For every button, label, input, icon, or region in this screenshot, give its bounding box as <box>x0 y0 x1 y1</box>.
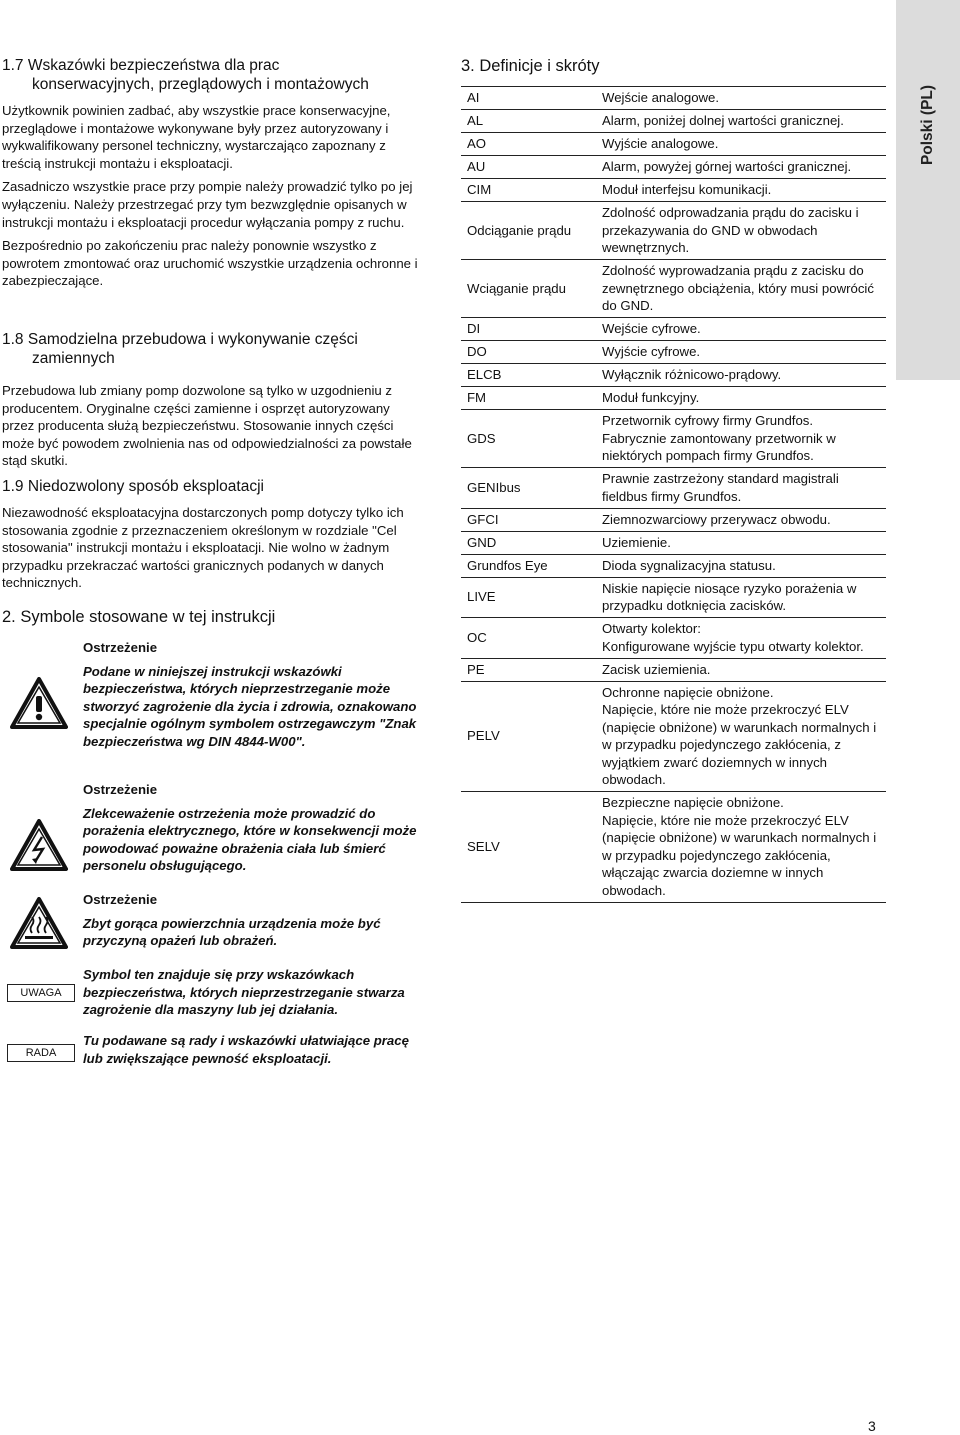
definition-row <box>461 577 886 618</box>
section-1-9-title: Niedozwolony sposób eksploatacji <box>27 478 264 495</box>
section-1-7-heading <box>2 56 420 94</box>
definition-term: AU <box>461 156 602 179</box>
definition-row <box>461 387 886 410</box>
definition-row <box>461 681 886 792</box>
section-1-7-paragraph-1: Użytkownik powinien zadbać, aby wszystkie prace konserwacyjne, przeglądowe i montażowe wykonywane były przez autoryzowany i wykwalifikowany personel techniczny, wystarczająco zapoznany z treścią instrukcji montażu i eksploatacji. <box>2 103 391 171</box>
section-1-8-paragraph-1: Przebudowa lub zmiany pomp dozwolone są tylko w uzgodnieniu z producentem. Oryginalne części zamienne i osprzęt autoryzowany przez producenta służą bezpieczeństwu. Stosowanie innych części może być powodem zwolnienia nas od odpowiedzialności za powstałe stąd skutki. <box>2 383 412 469</box>
definition-term: AO <box>461 133 602 156</box>
section-1-7-paragraph-2: Zasadniczo wszystkie prace przy pompie należy prowadzić tylko po jej wyłączeniu. Należy przestrzegać przy tym bezwzględnie opisanych w instrukcji montażu i eksploatacji procedur wyłączania pompy z ruchu. <box>2 179 413 230</box>
definition-description: Ziemnozwarciowy przerywacz obwodu. <box>602 508 886 531</box>
definition-row <box>461 260 886 318</box>
definition-row <box>461 133 886 156</box>
section-1-9-number: 1.9 <box>2 478 24 495</box>
definition-description: Dioda sygnalizacyjna statusu. <box>602 554 886 577</box>
definition-description: Prawnie zastrzeżony standard magistrali fieldbus firmy Grundfos. <box>602 468 886 509</box>
definition-term: AL <box>461 110 602 133</box>
definition-description: Wyjście analogowe. <box>602 133 886 156</box>
definition-description: Alarm, poniżej dolnej wartości granicznej. <box>602 110 886 133</box>
warning-electric-text: Zlekceważenie ostrzeżenia może prowadzić do porażenia elektrycznego, które w konsekwencji może powodować poważne obrażenia ciała lub śmierć personelu obsługującego. <box>83 805 417 874</box>
definition-description: Wejście analogowe. <box>602 87 886 110</box>
definition-description: Wyłącznik różnicowo-prądowy. <box>602 364 886 387</box>
definition-description: Bezpieczne napięcie obniżone. Napięcie, które nie może przekroczyć ELV (napięcie obniżone) w warunkach normalnych i w przypadku pojedynczego zakłócenia, włączając zwarcia doziemne w innych obwodach. <box>602 792 886 903</box>
definition-row <box>461 531 886 554</box>
definition-term: CIM <box>461 179 602 202</box>
definition-term: LIVE <box>461 577 602 618</box>
definition-term: Grundfos Eye <box>461 554 602 577</box>
language-tab <box>896 0 960 380</box>
definition-term: PELV <box>461 681 602 792</box>
section-1-8-title-line2: zamiennych <box>32 350 115 367</box>
definition-row <box>461 658 886 681</box>
definition-term: Wciąganie prądu <box>461 260 602 318</box>
definition-description: Uziemienie. <box>602 531 886 554</box>
definition-description: Niskie napięcie niosące ryzyko porażenia w przypadku dotknięcia zacisków. <box>602 577 886 618</box>
definition-description: Ochronne napięcie obniżone. Napięcie, które nie może przekroczyć ELV (napięcie obniżone) w warunkach normalnych i w przypadku pojedynczego zakłócenia, z wyjątkiem zwarć doziemnych w innych obwodach. <box>602 681 886 792</box>
section-1-8 <box>2 330 420 470</box>
definition-row <box>461 364 886 387</box>
section-1-9-heading <box>2 477 420 496</box>
definition-term: ELCB <box>461 364 602 387</box>
definition-term: OC <box>461 618 602 659</box>
definition-description: Zdolność wyprowadzania prądu z zacisku do zewnętrznego obciążenia, który musi powrócić do GND. <box>602 260 886 318</box>
section-2 <box>2 607 420 627</box>
warning-general-label: Ostrzeżenie <box>83 640 158 655</box>
definition-term: GDS <box>461 410 602 468</box>
definition-term: Odciąganie prądu <box>461 202 602 260</box>
section-3-heading: 3. Definicje i skróty <box>461 57 600 75</box>
definition-description: Zdolność odprowadzania prądu do zacisku i przekazywania do GND w obwodach wewnętrznych. <box>602 202 886 260</box>
definition-row <box>461 554 886 577</box>
electric-shock-warning-icon <box>10 819 68 871</box>
definition-description: Otwarty kolektor: Konfigurowane wyjście typu otwarty kolektor. <box>602 618 886 659</box>
definition-row <box>461 156 886 179</box>
section-1-7-number: 1.7 <box>2 57 24 74</box>
definition-term: SELV <box>461 792 602 903</box>
definition-row <box>461 318 886 341</box>
definition-row <box>461 792 886 903</box>
definition-term: GND <box>461 531 602 554</box>
section-1-7-title-line2: konserwacyjnych, przeglądowych i montażowych <box>32 76 369 93</box>
definition-row <box>461 508 886 531</box>
warning-hot-surface-label: Ostrzeżenie <box>83 892 158 907</box>
definition-term: PE <box>461 658 602 681</box>
definition-description: Moduł funkcyjny. <box>602 387 886 410</box>
definition-row <box>461 468 886 509</box>
language-tab-label: Polski (PL) <box>919 84 936 166</box>
definition-term: GFCI <box>461 508 602 531</box>
definition-term: DI <box>461 318 602 341</box>
definition-description: Zacisk uziemienia. <box>602 658 886 681</box>
section-1-8-title-line1: Samodzielna przebudowa i wykonywanie części <box>27 331 358 348</box>
section-1-7-title-line1: Wskazówki bezpieczeństwa dla prac <box>27 57 280 74</box>
definition-row <box>461 410 886 468</box>
definition-term: DO <box>461 341 602 364</box>
definition-description: Wejście cyfrowe. <box>602 318 886 341</box>
section-1-9 <box>2 477 420 592</box>
section-1-9-paragraph-1: Niezawodność eksploatacyjna dostarczonych pomp dotyczy tylko ich stosowania zgodnie z przeznaczeniem określonym w rozdziale "Cel stosowania" instrukcji montażu i eksploatacji. Nie wolno w żadnym przypadku przekraczać wartości granicznych podanych w danych technicznych. <box>2 505 404 591</box>
hot-surface-warning-icon <box>10 897 68 949</box>
definition-term: AI <box>461 87 602 110</box>
definition-term: FM <box>461 387 602 410</box>
page-number: 3 <box>868 1418 876 1434</box>
definition-row <box>461 110 886 133</box>
section-1-7 <box>2 56 420 290</box>
warning-hot-surface-text: Zbyt gorąca powierzchnia urządzenia może być przyczyną opażeń lub obrażeń. <box>83 915 381 949</box>
definition-description: Alarm, powyżej górnej wartości granicznej. <box>602 156 886 179</box>
section-2-heading: 2. Symbole stosowane w tej instrukcji <box>2 608 276 626</box>
definition-description: Moduł interfejsu komunikacji. <box>602 179 886 202</box>
uwaga-box-label: UWAGA <box>7 984 75 1002</box>
definition-term: GENIbus <box>461 468 602 509</box>
note-rada-text: Tu podawane są rady i wskazówki ułatwiające pracę lub zwiększające pewność eksploatacji. <box>83 1033 409 1066</box>
definitions-table <box>461 86 886 903</box>
definition-description: Wyjście cyfrowe. <box>602 341 886 364</box>
rada-box-label: RADA <box>7 1044 75 1062</box>
section-1-7-paragraph-3: Bezpośrednio po zakończeniu prac należy ponownie wszystko z powrotem zmontować oraz uruchomić wszystkie urządzenia ochronne i zabezpieczające. <box>2 238 418 289</box>
section-1-8-heading <box>2 330 420 368</box>
definition-row <box>461 341 886 364</box>
definition-row <box>461 87 886 110</box>
note-uwaga-text: Symbol ten znajduje się przy wskazówkach bezpieczeństwa, których nieprzestrzeganie stwarza zagrożenie dla maszyny lub jej działania. <box>83 967 405 1018</box>
right-column <box>461 56 886 903</box>
section-1-8-number: 1.8 <box>2 331 24 348</box>
definition-row <box>461 202 886 260</box>
definition-description: Przetwornik cyfrowy firmy Grundfos. Fabrycznie zamontowany przetwornik w niektórych pompach firmy Grundfos. <box>602 410 886 468</box>
warning-electric-label: Ostrzeżenie <box>83 782 158 797</box>
definition-row <box>461 179 886 202</box>
warning-general-text: Podane w niniejszej instrukcji wskazówki bezpieczeństwa, których nieprzestrzeganie może stworzyć zagrożenie dla życia i zdrowia, oznakowano specjalnie ogólnym symbolem ostrzegawczym "Znak bezpieczeństwa wg DIN 4844-W00". <box>83 663 417 749</box>
definition-row <box>461 618 886 659</box>
general-warning-icon <box>10 677 68 729</box>
